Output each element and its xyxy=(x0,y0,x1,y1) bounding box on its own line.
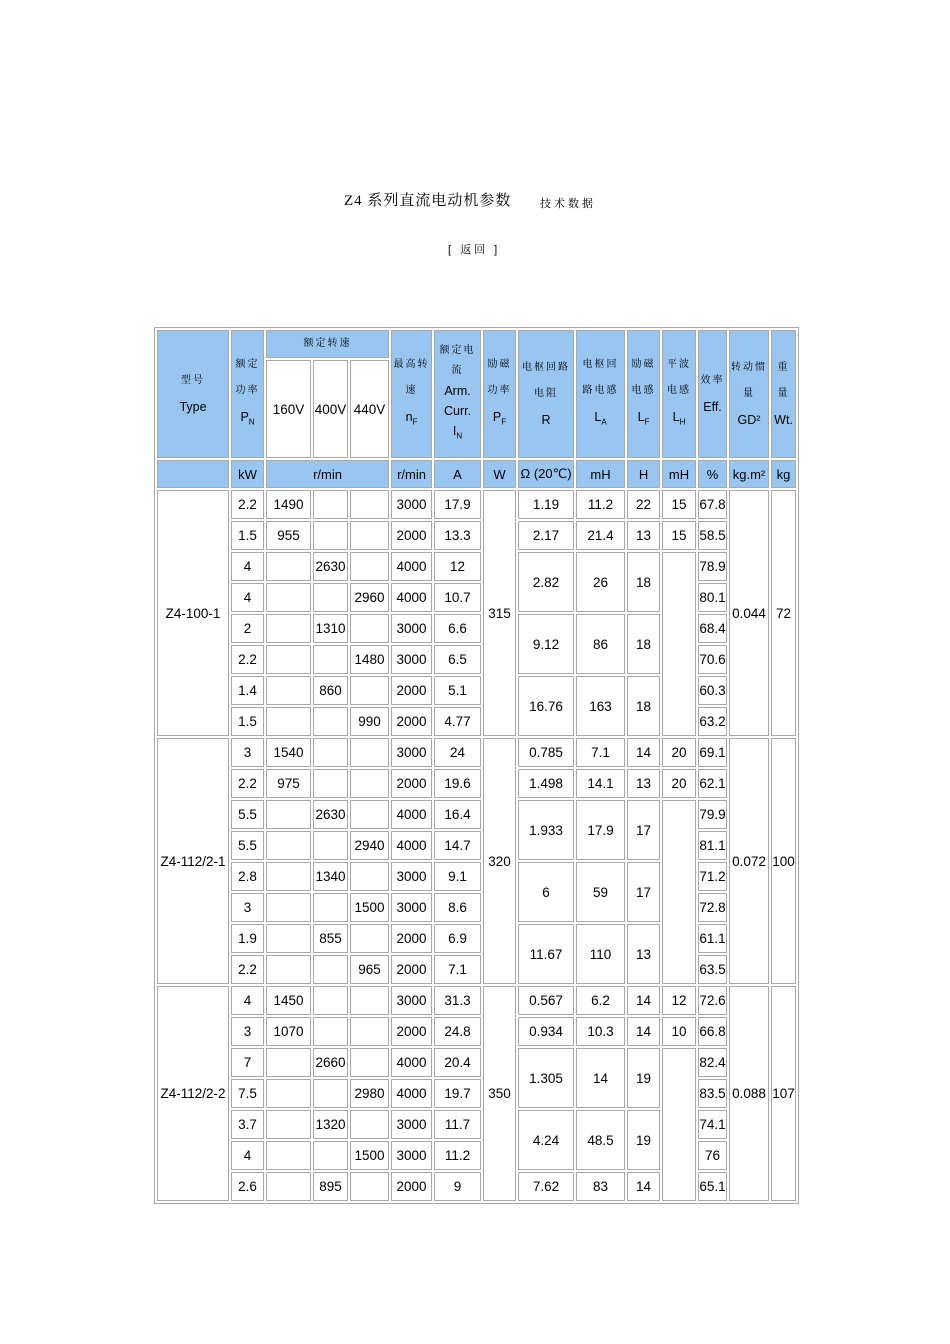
inertia: 0.044 xyxy=(729,490,769,736)
max-speed: 4000 xyxy=(391,583,432,612)
efficiency: 60.3 xyxy=(698,676,727,705)
table-row xyxy=(157,1141,796,1170)
armature-inductance: 26 xyxy=(576,552,625,612)
max-speed: 3000 xyxy=(391,738,432,767)
resistance: 6 xyxy=(518,862,574,922)
resistance: 1.498 xyxy=(518,769,574,798)
header-inertia: 转动惯量 GD² xyxy=(729,330,769,458)
speed-400v xyxy=(313,521,348,550)
speed-440v xyxy=(350,552,389,581)
unit-watt: W xyxy=(483,460,516,488)
armature-inductance: 6.2 xyxy=(576,986,625,1015)
table-row xyxy=(157,1017,796,1046)
rated-current: 11.7 xyxy=(434,1110,481,1139)
resistance: 0.934 xyxy=(518,1017,574,1046)
resistance: 2.82 xyxy=(518,552,574,612)
motor-type: Z4-112/2-1 xyxy=(157,738,229,984)
speed-440v xyxy=(350,1017,389,1046)
header-400v: 400V xyxy=(313,360,348,458)
table-row xyxy=(157,862,796,891)
speed-160v: 955 xyxy=(266,521,311,550)
speed-160v xyxy=(266,1110,311,1139)
header-current: 额定电流 Arm. Curr. $I_N$ xyxy=(434,330,481,458)
rated-power: 1.4 xyxy=(231,676,264,705)
armature-inductance: 14 xyxy=(576,1048,625,1108)
efficiency: 69.1 xyxy=(698,738,727,767)
speed-160v xyxy=(266,1141,311,1170)
table-row xyxy=(157,986,796,1015)
speed-160v: 1490 xyxy=(266,490,311,519)
rated-power: 2.2 xyxy=(231,490,264,519)
efficiency: 71.2 xyxy=(698,862,727,891)
speed-400v: 1340 xyxy=(313,862,348,891)
field-inductance: 18 xyxy=(627,676,660,736)
armature-inductance: 86 xyxy=(576,614,625,674)
rated-current: 10.7 xyxy=(434,583,481,612)
speed-160v xyxy=(266,1079,311,1108)
speed-160v: 1450 xyxy=(266,986,311,1015)
max-speed: 2000 xyxy=(391,1017,432,1046)
rated-current: 12 xyxy=(434,552,481,581)
speed-160v: 1540 xyxy=(266,738,311,767)
header-440v: 440V xyxy=(350,360,389,458)
efficiency: 72.8 xyxy=(698,893,727,922)
efficiency: 82.4 xyxy=(698,1048,727,1077)
unit-henry: H xyxy=(627,460,660,488)
rated-power: 1.5 xyxy=(231,521,264,550)
max-speed: 3000 xyxy=(391,862,432,891)
speed-440v xyxy=(350,738,389,767)
header-smoothing-inductance: 平波电感 $L_H$ xyxy=(662,330,696,458)
field-inductance: 14 xyxy=(627,986,660,1015)
rated-power: 2.2 xyxy=(231,645,264,674)
table-row xyxy=(157,552,796,581)
speed-160v xyxy=(266,955,311,984)
efficiency: 76 xyxy=(698,1141,727,1170)
table-row xyxy=(157,769,796,798)
speed-440v xyxy=(350,1048,389,1077)
armature-inductance: 110 xyxy=(576,924,625,984)
efficiency: 63.2 xyxy=(698,707,727,736)
efficiency: 67.8 xyxy=(698,490,727,519)
armature-inductance: 83 xyxy=(576,1172,625,1201)
speed-440v: 1500 xyxy=(350,1141,389,1170)
field-inductance: 17 xyxy=(627,862,660,922)
speed-400v xyxy=(313,893,348,922)
armature-inductance: 48.5 xyxy=(576,1110,625,1170)
armature-inductance: 11.2 xyxy=(576,490,625,519)
speed-160v xyxy=(266,676,311,705)
speed-160v xyxy=(266,1172,311,1201)
efficiency: 80.1 xyxy=(698,583,727,612)
speed-160v xyxy=(266,552,311,581)
speed-400v xyxy=(313,1141,348,1170)
header-field-speed: 最高转速 $n_F$ xyxy=(391,330,432,458)
smoothing-inductance-blank xyxy=(662,800,696,984)
efficiency: 65.1 xyxy=(698,1172,727,1201)
rated-power: 2.2 xyxy=(231,769,264,798)
rated-current: 24.8 xyxy=(434,1017,481,1046)
rated-power: 4 xyxy=(231,552,264,581)
rated-power: 2.6 xyxy=(231,1172,264,1201)
speed-160v xyxy=(266,862,311,891)
unit-ampere: A xyxy=(434,460,481,488)
max-speed: 3000 xyxy=(391,893,432,922)
rated-current: 19.6 xyxy=(434,769,481,798)
smoothing-inductance-blank xyxy=(662,1048,696,1201)
speed-440v xyxy=(350,800,389,829)
max-speed: 3000 xyxy=(391,614,432,643)
efficiency: 63.5 xyxy=(698,955,727,984)
efficiency: 81.1 xyxy=(698,831,727,860)
table-row xyxy=(157,614,796,643)
max-speed: 4000 xyxy=(391,552,432,581)
field-inductance: 14 xyxy=(627,738,660,767)
header-field-inductance: 励磁电感 $L_F$ xyxy=(627,330,660,458)
rated-power: 3 xyxy=(231,893,264,922)
rated-current: 6.9 xyxy=(434,924,481,953)
resistance: 1.19 xyxy=(518,490,574,519)
speed-440v xyxy=(350,1110,389,1139)
resistance: 0.567 xyxy=(518,986,574,1015)
field-power: 320 xyxy=(483,738,516,984)
max-speed: 2000 xyxy=(391,521,432,550)
rated-current: 6.5 xyxy=(434,645,481,674)
speed-440v: 1480 xyxy=(350,645,389,674)
motor-type: Z4-100-1 xyxy=(157,490,229,736)
armature-inductance: 163 xyxy=(576,676,625,736)
rated-current: 7.1 xyxy=(434,955,481,984)
speed-400v: 2630 xyxy=(313,800,348,829)
header-160v: 160V xyxy=(266,360,311,458)
resistance: 1.305 xyxy=(518,1048,574,1108)
max-speed: 3000 xyxy=(391,986,432,1015)
speed-440v xyxy=(350,924,389,953)
efficiency: 68.4 xyxy=(698,614,727,643)
armature-inductance: 7.1 xyxy=(576,738,625,767)
speed-160v xyxy=(266,893,311,922)
rated-power: 1.9 xyxy=(231,924,264,953)
field-inductance: 14 xyxy=(627,1172,660,1201)
max-speed: 4000 xyxy=(391,1048,432,1077)
speed-440v xyxy=(350,986,389,1015)
table-row xyxy=(157,1079,796,1108)
unit-rmin: r/min xyxy=(266,460,389,488)
resistance: 0.785 xyxy=(518,738,574,767)
header-type: 型号 Type xyxy=(157,330,229,458)
max-speed: 2000 xyxy=(391,1172,432,1201)
speed-160v: 975 xyxy=(266,769,311,798)
speed-400v: 2630 xyxy=(313,552,348,581)
speed-400v: 895 xyxy=(313,1172,348,1201)
max-speed: 4000 xyxy=(391,831,432,860)
unit-mh: mH xyxy=(576,460,625,488)
rated-power: 2.8 xyxy=(231,862,264,891)
table-row xyxy=(157,831,796,860)
efficiency: 66.8 xyxy=(698,1017,727,1046)
rated-current: 14.7 xyxy=(434,831,481,860)
rated-current: 5.1 xyxy=(434,676,481,705)
rated-current: 20.4 xyxy=(434,1048,481,1077)
field-inductance: 19 xyxy=(627,1110,660,1170)
efficiency: 70.6 xyxy=(698,645,727,674)
max-speed: 4000 xyxy=(391,1079,432,1108)
efficiency: 79.9 xyxy=(698,800,727,829)
table-row xyxy=(157,1048,796,1077)
armature-inductance: 10.3 xyxy=(576,1017,625,1046)
speed-400v xyxy=(313,707,348,736)
efficiency: 78.9 xyxy=(698,552,727,581)
smoothing-inductance: 10 xyxy=(662,1017,696,1046)
table-row xyxy=(157,800,796,829)
weight: 72 xyxy=(771,490,796,736)
field-inductance: 19 xyxy=(627,1048,660,1108)
resistance: 4.24 xyxy=(518,1110,574,1170)
smoothing-inductance: 12 xyxy=(662,986,696,1015)
field-inductance: 13 xyxy=(627,521,660,550)
field-inductance: 18 xyxy=(627,614,660,674)
speed-400v xyxy=(313,831,348,860)
field-inductance: 13 xyxy=(627,769,660,798)
speed-160v xyxy=(266,614,311,643)
table-row xyxy=(157,521,796,550)
speed-160v xyxy=(266,645,311,674)
table-row xyxy=(157,583,796,612)
document-title: Z4 系列直流电动机参数 xyxy=(344,193,512,209)
field-inductance: 13 xyxy=(627,924,660,984)
weight: 100 xyxy=(771,738,796,984)
efficiency: 72.6 xyxy=(698,986,727,1015)
speed-400v: 1320 xyxy=(313,1110,348,1139)
rated-power: 7.5 xyxy=(231,1079,264,1108)
speed-400v xyxy=(313,986,348,1015)
speed-440v xyxy=(350,1172,389,1201)
rated-current: 8.6 xyxy=(434,893,481,922)
max-speed: 2000 xyxy=(391,924,432,953)
rated-current: 31.3 xyxy=(434,986,481,1015)
rated-power: 3.7 xyxy=(231,1110,264,1139)
resistance: 9.12 xyxy=(518,614,574,674)
rated-power: 1.5 xyxy=(231,707,264,736)
speed-400v: 1310 xyxy=(313,614,348,643)
rated-current: 11.2 xyxy=(434,1141,481,1170)
field-inductance: 14 xyxy=(627,1017,660,1046)
unit-percent: % xyxy=(698,460,727,488)
rated-current: 16.4 xyxy=(434,800,481,829)
efficiency: 83.5 xyxy=(698,1079,727,1108)
table-row xyxy=(157,490,796,519)
table-row xyxy=(157,1172,796,1201)
resistance: 16.76 xyxy=(518,676,574,736)
smoothing-inductance: 15 xyxy=(662,490,696,519)
speed-400v xyxy=(313,738,348,767)
rated-current: 24 xyxy=(434,738,481,767)
unit-ohm: Ω (20℃) xyxy=(518,460,574,488)
rated-current: 19.7 xyxy=(434,1079,481,1108)
field-inductance: 18 xyxy=(627,552,660,612)
rated-power: 2 xyxy=(231,614,264,643)
smoothing-inductance-blank xyxy=(662,552,696,736)
unit-kg: kg xyxy=(771,460,796,488)
header-weight: 重量 Wt. xyxy=(771,330,796,458)
speed-440v xyxy=(350,676,389,705)
speed-400v xyxy=(313,645,348,674)
efficiency: 61.1 xyxy=(698,924,727,953)
speed-440v xyxy=(350,490,389,519)
rated-power: 5.5 xyxy=(231,800,264,829)
field-power: 315 xyxy=(483,490,516,736)
field-power: 350 xyxy=(483,986,516,1201)
speed-160v: 1070 xyxy=(266,1017,311,1046)
header-efficiency: 效率 Eff. xyxy=(698,330,727,458)
speed-160v xyxy=(266,1048,311,1077)
table-row xyxy=(157,707,796,736)
speed-440v xyxy=(350,614,389,643)
speed-160v xyxy=(266,800,311,829)
rated-power: 7 xyxy=(231,1048,264,1077)
resistance: 7.62 xyxy=(518,1172,574,1201)
table-row xyxy=(157,955,796,984)
resistance: 2.17 xyxy=(518,521,574,550)
inertia: 0.072 xyxy=(729,738,769,984)
header-inductance: 电枢回路电感 $L_A$ xyxy=(576,330,625,458)
rated-power: 2.2 xyxy=(231,955,264,984)
speed-400v: 855 xyxy=(313,924,348,953)
rated-current: 9.1 xyxy=(434,862,481,891)
weight: 107 xyxy=(771,986,796,1201)
table-row xyxy=(157,645,796,674)
rated-current: 13.3 xyxy=(434,521,481,550)
speed-160v xyxy=(266,583,311,612)
max-speed: 3000 xyxy=(391,1110,432,1139)
speed-440v: 2960 xyxy=(350,583,389,612)
speed-440v: 990 xyxy=(350,707,389,736)
speed-440v: 965 xyxy=(350,955,389,984)
efficiency: 74.1 xyxy=(698,1110,727,1139)
speed-400v: 2660 xyxy=(313,1048,348,1077)
header-field-power: 励磁功率 $P_F$ xyxy=(483,330,516,458)
rated-current: 17.9 xyxy=(434,490,481,519)
table-row xyxy=(157,893,796,922)
resistance: 1.933 xyxy=(518,800,574,860)
efficiency: 62.1 xyxy=(698,769,727,798)
smoothing-inductance: 20 xyxy=(662,738,696,767)
rated-current: 4.77 xyxy=(434,707,481,736)
max-speed: 2000 xyxy=(391,676,432,705)
unit-mh-smoothing: mH xyxy=(662,460,696,488)
armature-inductance: 59 xyxy=(576,862,625,922)
speed-160v xyxy=(266,924,311,953)
speed-400v xyxy=(313,583,348,612)
return-link[interactable]: [ 返回 ] xyxy=(448,244,501,256)
field-inductance: 17 xyxy=(627,800,660,860)
field-inductance: 22 xyxy=(627,490,660,519)
inertia: 0.088 xyxy=(729,986,769,1201)
rated-power: 4 xyxy=(231,986,264,1015)
max-speed: 4000 xyxy=(391,800,432,829)
table-row xyxy=(157,676,796,705)
table-row xyxy=(157,738,796,767)
header-resistance: 电枢回路电阻 R xyxy=(518,330,574,458)
max-speed: 2000 xyxy=(391,955,432,984)
unit-rmin-field: r/min xyxy=(391,460,432,488)
unit-kw: kW xyxy=(231,460,264,488)
speed-400v: 860 xyxy=(313,676,348,705)
resistance: 11.67 xyxy=(518,924,574,984)
speed-400v xyxy=(313,769,348,798)
speed-440v: 1500 xyxy=(350,893,389,922)
rated-power: 4 xyxy=(231,583,264,612)
smoothing-inductance: 15 xyxy=(662,521,696,550)
speed-440v: 2940 xyxy=(350,831,389,860)
unit-blank xyxy=(157,460,229,488)
speed-160v xyxy=(266,831,311,860)
speed-440v xyxy=(350,862,389,891)
header-speed-group: 额定转速 xyxy=(266,330,389,358)
smoothing-inductance: 20 xyxy=(662,769,696,798)
max-speed: 3000 xyxy=(391,645,432,674)
speed-400v xyxy=(313,1017,348,1046)
speed-400v xyxy=(313,955,348,984)
speed-400v xyxy=(313,1079,348,1108)
speed-160v xyxy=(266,707,311,736)
max-speed: 2000 xyxy=(391,769,432,798)
efficiency: 58.5 xyxy=(698,521,727,550)
armature-inductance: 14.1 xyxy=(576,769,625,798)
header-power: 额定功率 $P_N$ xyxy=(231,330,264,458)
rated-current: 6.6 xyxy=(434,614,481,643)
unit-kgm2: kg.m² xyxy=(729,460,769,488)
speed-440v xyxy=(350,769,389,798)
rated-power: 5.5 xyxy=(231,831,264,860)
speed-400v xyxy=(313,490,348,519)
rated-power: 4 xyxy=(231,1141,264,1170)
max-speed: 2000 xyxy=(391,707,432,736)
table-row xyxy=(157,924,796,953)
motor-type: Z4-112/2-2 xyxy=(157,986,229,1201)
rated-power: 3 xyxy=(231,738,264,767)
table-row xyxy=(157,1110,796,1139)
rated-power: 3 xyxy=(231,1017,264,1046)
max-speed: 3000 xyxy=(391,1141,432,1170)
speed-440v: 2980 xyxy=(350,1079,389,1108)
document-subtitle: 技术数据 xyxy=(540,198,596,210)
armature-inductance: 17.9 xyxy=(576,800,625,860)
rated-current: 9 xyxy=(434,1172,481,1201)
max-speed: 3000 xyxy=(391,490,432,519)
motor-spec-table xyxy=(155,328,798,1203)
speed-440v xyxy=(350,521,389,550)
armature-inductance: 21.4 xyxy=(576,521,625,550)
